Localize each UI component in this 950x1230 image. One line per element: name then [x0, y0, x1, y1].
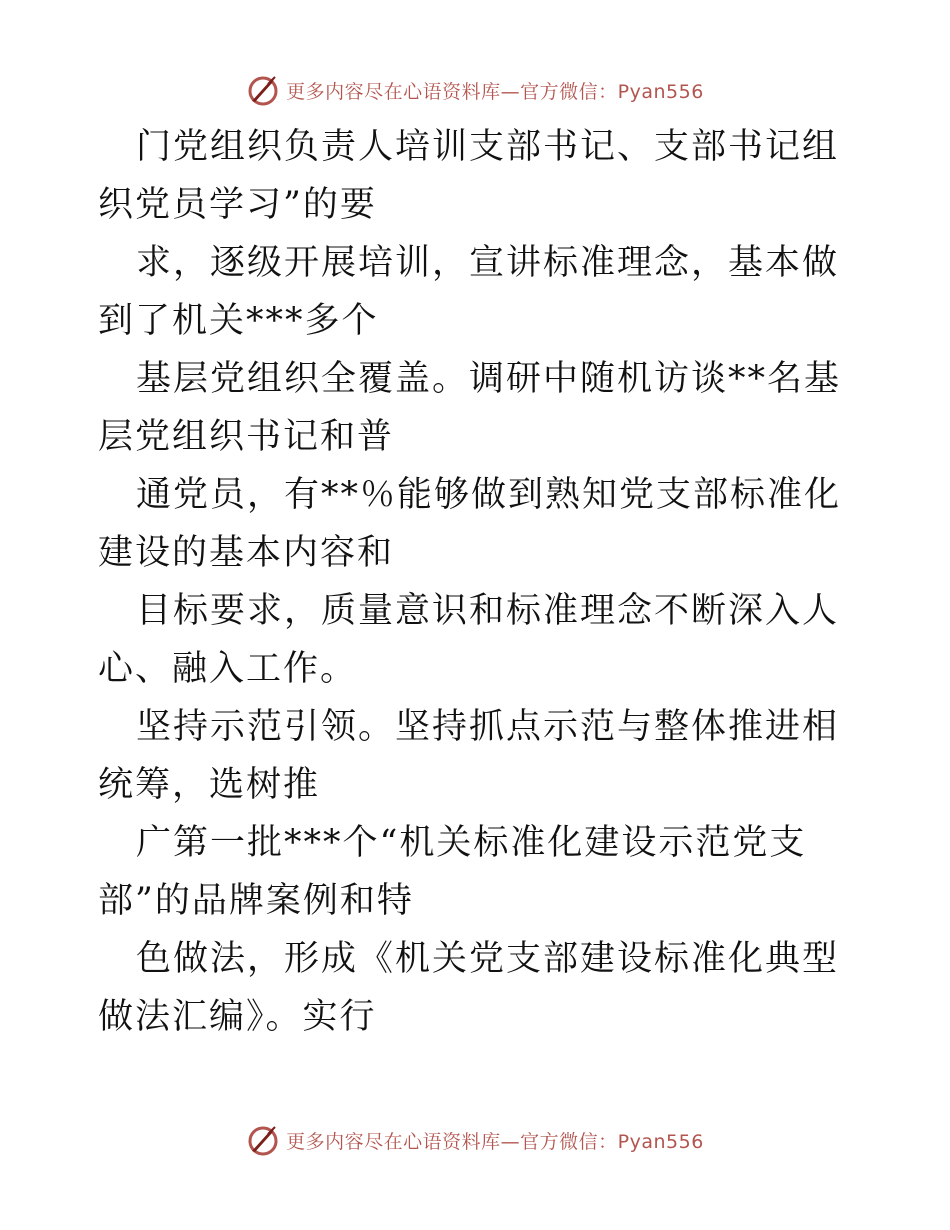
quill-logo-icon — [246, 1123, 280, 1157]
paragraph-3: 基层党组织全覆盖。调研中随机访谈**名基层党组织书记和普 — [98, 359, 842, 457]
paragraph-2: 求，逐级开展培训，宣讲标准理念，基本做到了机关***多个 — [98, 243, 840, 341]
footer-banner-text: 更多内容尽在心语资料库—官方微信：Pyan556 — [286, 1130, 704, 1153]
document-body — [98, 118, 858, 1046]
paragraph-6: 坚持示范引领。坚持抓点示范与整体推进相统筹，选树推 — [98, 707, 840, 805]
quill-logo-icon — [246, 73, 280, 107]
paragraph-8: 色做法，形成《机关党支部建设标准化典型做法汇编》。实行 — [98, 939, 840, 1037]
header-banner-text: 更多内容尽在心语资料库—官方微信：Pyan556 — [286, 80, 704, 103]
header-banner — [0, 70, 950, 110]
paragraph-7: 广第一批***个“机关标准化建设示范党支部”的品牌案例和特 — [98, 823, 807, 921]
footer-banner — [0, 1120, 950, 1160]
paragraph-5: 目标要求，质量意识和标准理念不断深入人心、融入工作。 — [98, 591, 840, 689]
paragraph-4: 通党员，有**％能够做到熟知党支部标准化建设的基本内容和 — [98, 475, 842, 573]
paragraph-1: 门党组织负责人培训支部书记、支部书记组织党员学习”的要 — [98, 127, 840, 225]
